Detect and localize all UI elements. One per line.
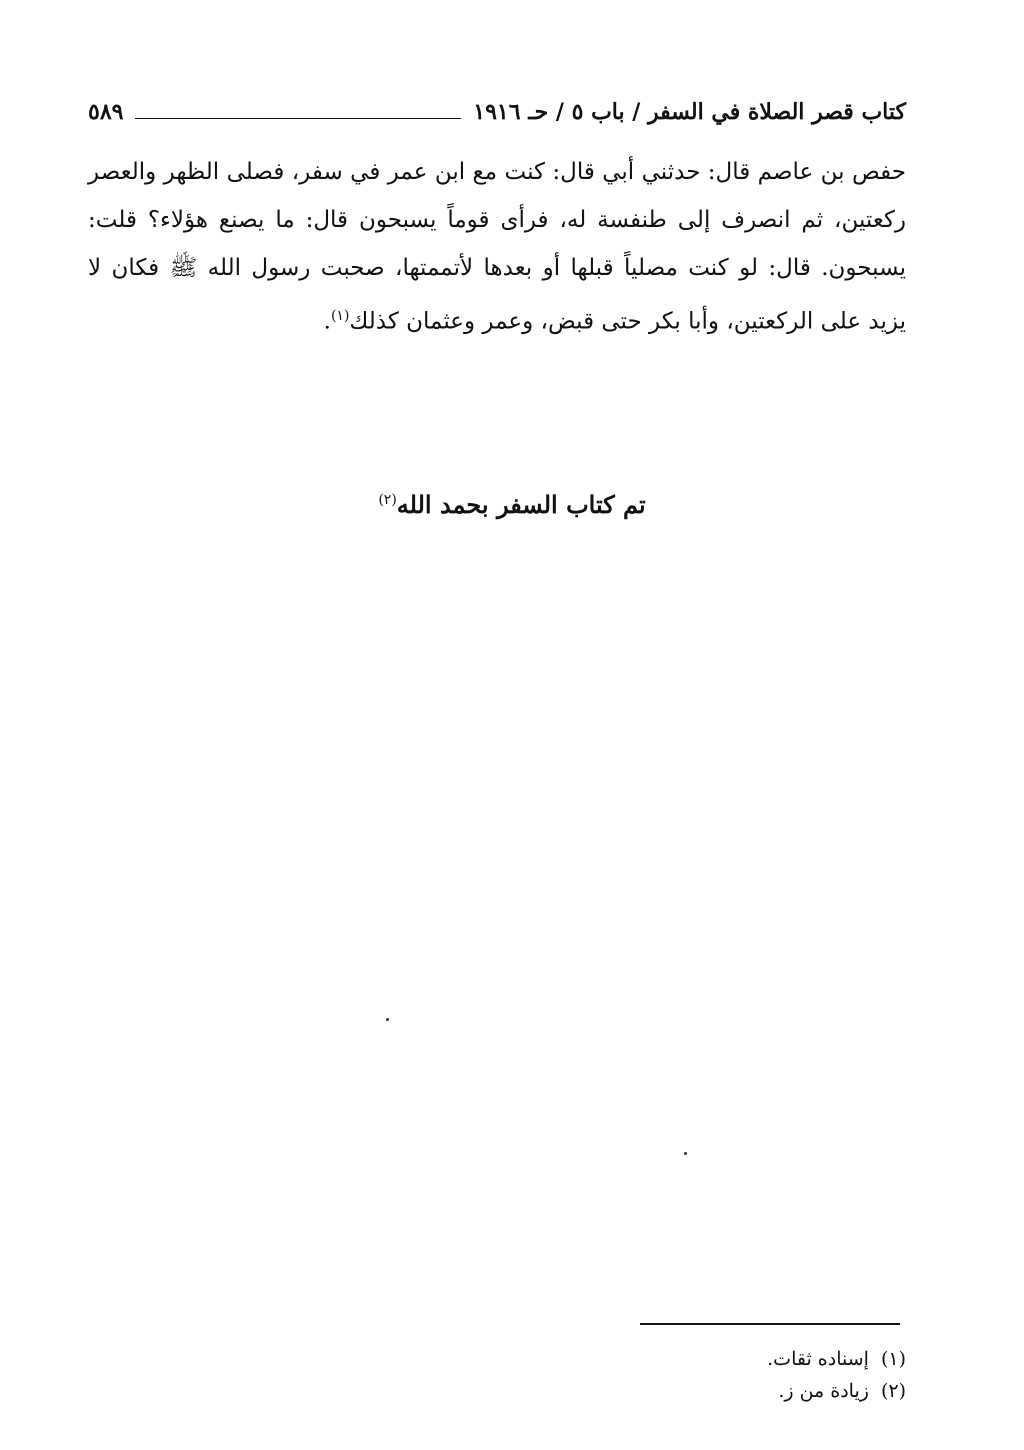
closing-text: تم كتاب السفر بحمد الله [396,490,646,519]
footnote-marker: (١) [880,1348,906,1370]
hadith-paragraph [88,148,906,346]
footnote-separator [640,1323,900,1325]
closing-line [0,490,1024,519]
page-number: ٥٨٩ [88,99,124,125]
running-header [88,92,906,132]
footnote-item [767,1375,906,1407]
footnote-text: إسناده ثقات. [767,1348,869,1370]
scan-speck [684,1152,687,1155]
footnote-ref-2: (٢) [378,492,397,508]
body-text [88,148,906,346]
footnote-item [767,1343,906,1375]
footnotes [767,1343,906,1407]
header-title: كتاب قصر الصلاة في السفر / باب ٥ / حـ ١٩١٦ [473,99,906,125]
header-rule [135,118,461,119]
paragraph-text: حفص بن عاصم قال: حدثني أبي قال: كنت مع ابن عمر في سفر، فصلى الظهر والعصر ركعتين، ثم انصرف إلى طنفسة له، فرأى قوماً يسبحون قال: ما يصنع هؤلاء؟ قلت: يسبحون. قال: لو كنت مصلياً قبلها أو بعدها لأتممتها، صحبت رسول الله ﷺ فكان لا يزيد على الركعتين، وأبا بكر حتى قبض، وعمر وعثمان كذلك [88,159,907,335]
footnote-ref-1: (١) [330,308,350,324]
scan-speck [386,1018,389,1021]
paragraph-end: . [323,308,331,335]
footnote-text: زيادة من ز. [778,1380,869,1402]
footnote-marker: (٢) [880,1380,906,1402]
